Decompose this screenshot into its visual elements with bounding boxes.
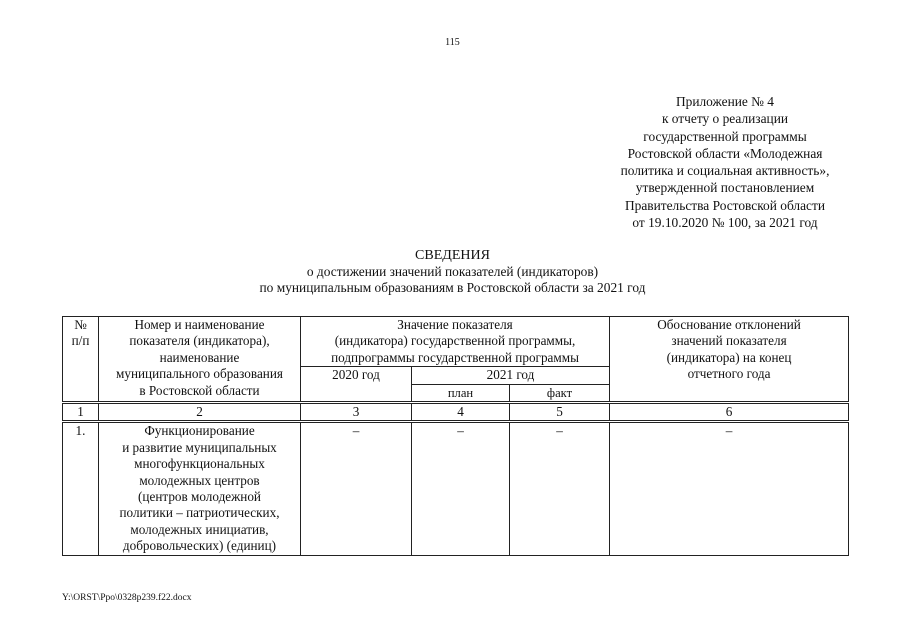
page-number: 115 bbox=[445, 37, 460, 48]
row-name-line: и развитие муниципальных bbox=[122, 439, 277, 455]
row-name-line: (центров молодежной bbox=[138, 489, 261, 505]
header-text: п/п bbox=[71, 333, 90, 349]
appendix-line: от 19.10.2020 № 100, за 2021 год bbox=[632, 215, 818, 231]
title-main: СВЕДЕНИЯ bbox=[415, 248, 490, 263]
header-text: отчетного года bbox=[687, 366, 771, 382]
header-value bbox=[301, 317, 610, 367]
column-number: 4 bbox=[412, 403, 510, 422]
row-plan: – bbox=[412, 422, 510, 555]
header-name bbox=[99, 317, 301, 403]
row-name bbox=[99, 422, 301, 555]
header-num bbox=[63, 317, 99, 403]
header-fact: факт bbox=[510, 384, 610, 402]
appendix-note bbox=[580, 93, 870, 231]
header-text: муниципального образования bbox=[116, 366, 283, 382]
column-number: 1 bbox=[63, 403, 99, 422]
row-reason: – bbox=[610, 422, 849, 555]
file-path-footer: Y:\ORST\Ppo\0328p239.f22.docx bbox=[62, 593, 192, 603]
row-name-line: молодежных центров bbox=[139, 472, 260, 488]
table-header-row bbox=[63, 317, 849, 367]
row-name-line: молодежных инициатив, bbox=[130, 521, 269, 537]
document-title bbox=[0, 248, 905, 296]
header-text: № bbox=[74, 317, 87, 332]
header-text: в Ростовской области bbox=[139, 382, 260, 398]
title-subtitle-line: по муниципальным образованиям в Ростовской области за 2021 год bbox=[259, 280, 646, 295]
header-year-2021: 2021 год bbox=[412, 367, 610, 384]
header-text: значений показателя bbox=[671, 333, 787, 349]
column-number: 6 bbox=[610, 403, 849, 422]
header-text: Значение показателя bbox=[397, 317, 513, 332]
row-name-line: политики – патриотических, bbox=[119, 505, 280, 521]
header-text: Обоснование отклонений bbox=[657, 317, 801, 332]
header-year-2020: 2020 год bbox=[301, 367, 412, 403]
header-text: показателя (индикатора), bbox=[129, 333, 270, 349]
row-num: 1. bbox=[63, 422, 99, 555]
row-value-2020: – bbox=[301, 422, 412, 555]
indicators-table bbox=[62, 316, 849, 556]
column-number: 2 bbox=[99, 403, 301, 422]
row-name-line: Функционирование bbox=[144, 423, 255, 439]
header-plan: план bbox=[412, 384, 510, 402]
appendix-line: к отчету о реализации bbox=[661, 111, 789, 127]
appendix-line: политика и социальная активность», bbox=[620, 163, 830, 179]
column-number: 5 bbox=[510, 403, 610, 422]
header-text: (индикатора) государственной программы, bbox=[334, 333, 576, 349]
appendix-line: государственной программы bbox=[643, 128, 807, 144]
header-text: наименование bbox=[159, 349, 240, 365]
header-text: подпрограммы государственной программы bbox=[331, 349, 579, 365]
column-number: 3 bbox=[301, 403, 412, 422]
column-numbers-row bbox=[63, 403, 849, 422]
row-fact: – bbox=[510, 422, 610, 555]
table-row bbox=[63, 422, 849, 555]
header-text: Номер и наименование bbox=[134, 317, 265, 332]
appendix-line: утвержденной постановлением bbox=[635, 180, 815, 196]
title-subtitle-line: о достижении значений показателей (индикаторов) bbox=[306, 264, 599, 279]
appendix-line: Приложение № 4 bbox=[675, 94, 775, 109]
row-name-line: добровольческих) (единиц) bbox=[122, 538, 277, 554]
appendix-line: Правительства Ростовской области bbox=[624, 197, 826, 213]
appendix-line: Ростовской области «Молодежная bbox=[627, 145, 823, 161]
row-name-line: многофункциональных bbox=[134, 456, 265, 472]
header-text: (индикатора) на конец bbox=[666, 349, 792, 365]
header-reason bbox=[610, 317, 849, 403]
